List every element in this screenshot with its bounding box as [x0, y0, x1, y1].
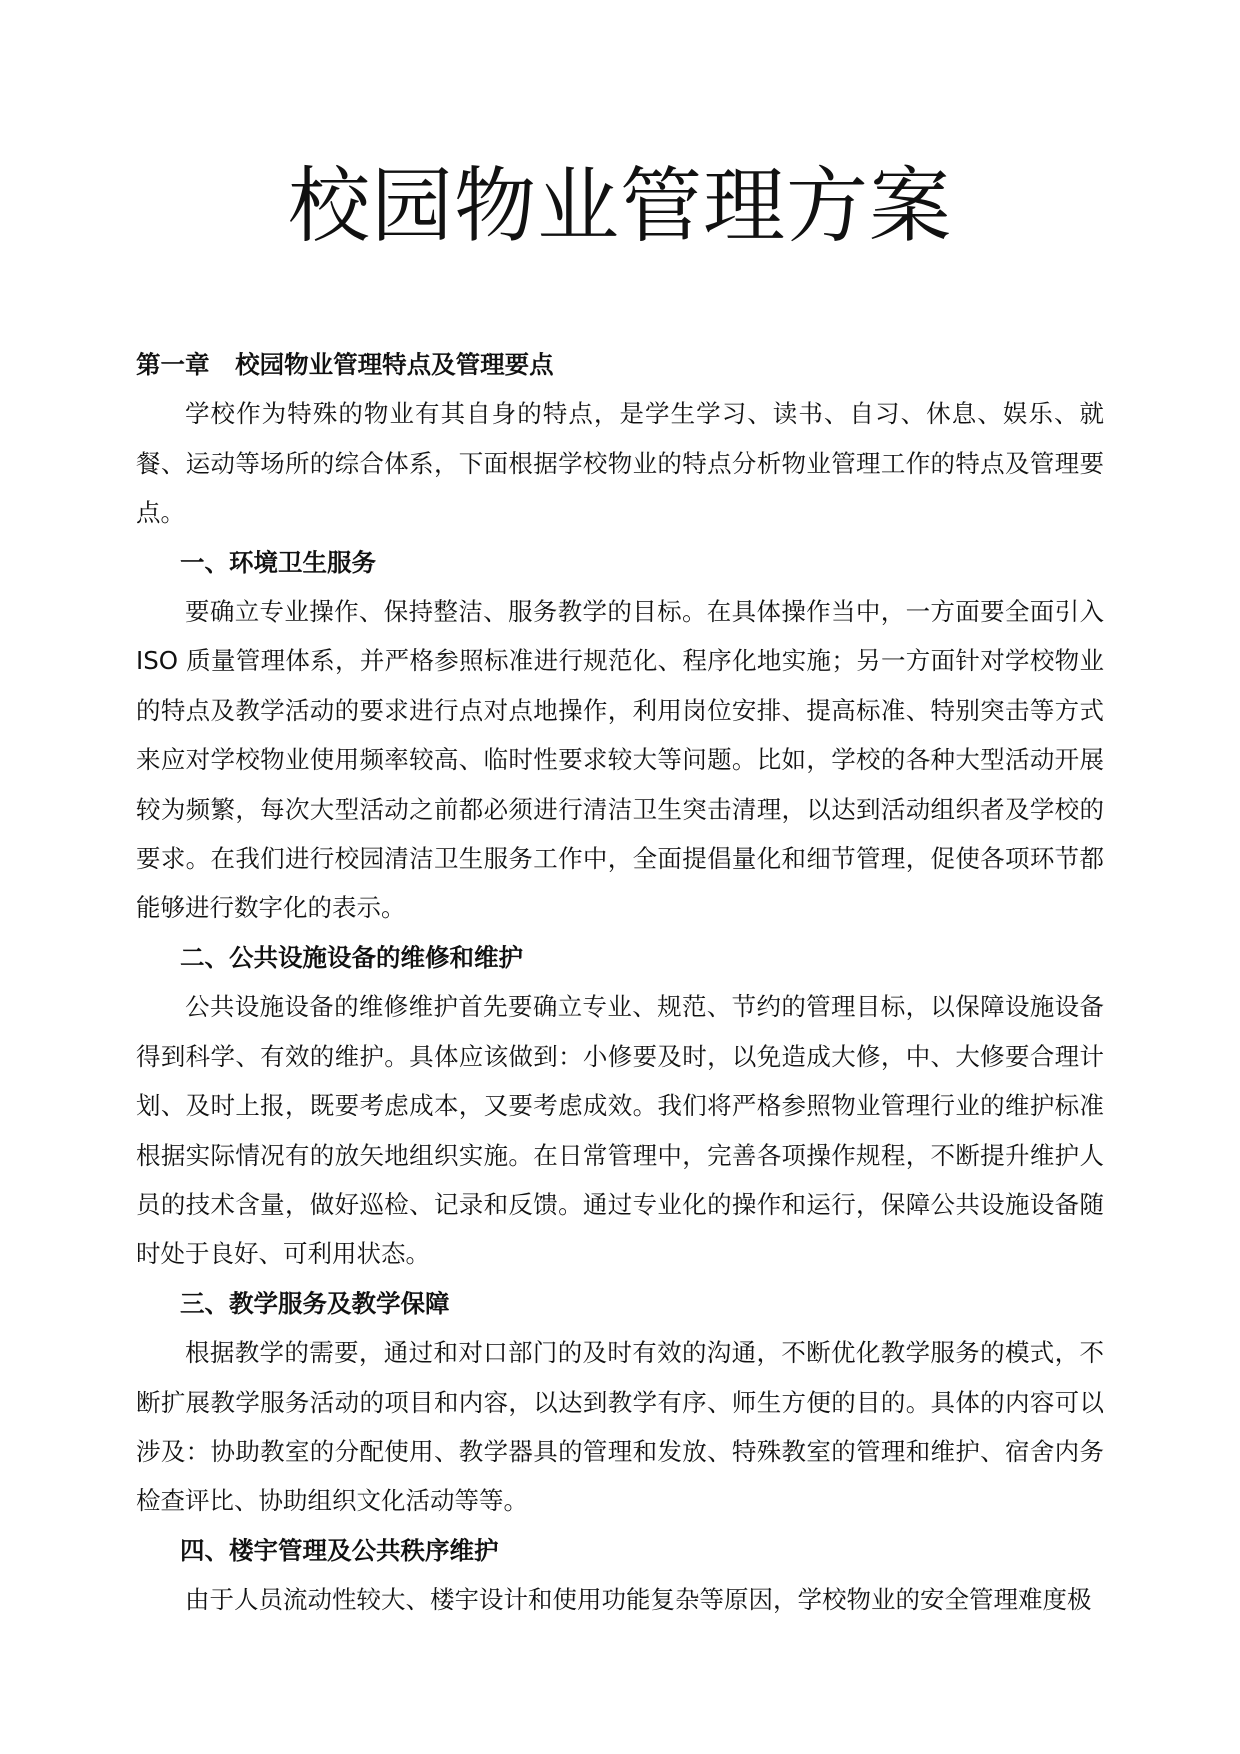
intro-paragraph: 学校作为特殊的物业有其自身的特点，是学生学习、读书、自习、休息、娱乐、就餐、运动等场所的综合体系，下面根据学校物业的特点分析物业管理工作的特点及管理要点。: [136, 399, 1104, 528]
section-heading-facilities: 二、公共设施设备的维修和维护: [180, 942, 523, 972]
section-body-facilities: 公共设施设备的维修维护首先要确立专业、规范、节约的管理目标，以保障设施设备得到科学、有效的维护。具体应该做到：小修要及时，以免造成大修，中、大修要合理计划、及时上报，既要考虑成本，又要考虑成效。我们将严格参照物业管理行业的维护标准根据实际情况有的放矢地组织实施。在日常管理中，完善各项操作规程，不断提升维护人员的技术含量，做好巡检、记录和反馈。通过专业化的操作和运行，保障公共设施设备随时处于良好、可利用状态。: [136, 992, 1104, 1269]
document-body: [136, 340, 1104, 1625]
document-title: 校园物业管理方案: [287, 159, 952, 254]
chapter-heading: 第一章 校园物业管理特点及管理要点: [136, 350, 554, 379]
section-heading-buildings: 四、楼宇管理及公共秩序维护: [180, 1535, 499, 1565]
section-body-buildings: 由于人员流动性较大、楼宇设计和使用功能复杂等原因，学校物业的安全管理难度极: [185, 1585, 1092, 1615]
section-heading-teaching: 三、教学服务及教学保障: [180, 1288, 450, 1318]
section-heading-environment: 一、环境卫生服务: [180, 547, 376, 577]
section-body-environment: 要确立专业操作、保持整洁、服务教学的目标。在具体操作当中，一方面要全面引入 ISO 质量管理体系，并严格参照标准进行规范化、程序化地实施；另一方面针对学校物业的特点及教学活动的要求进行点对点地操作，利用岗位安排、提高标准、特别突击等方式来应对学校物业使用频率较高、临时性要求较大等问题。比如，学校的各种大型活动开展较为频繁，每次大型活动之前都必须进行清洁卫生突击清理，以达到活动组织者及学校的要求。在我们进行校园清洁卫生服务工作中，全面提倡量化和细节管理，促使各项环节都能够进行数字化的表示。: [136, 597, 1104, 923]
section-body-teaching: 根据教学的需要，通过和对口部门的及时有效的沟通，不断优化教学服务的模式，不断扩展教学服务活动的项目和内容，以达到教学有序、师生方便的目的。具体的内容可以涉及：协助教室的分配使用、教学器具的管理和发放、特殊教室的管理和维护、宿舍内务检查评比、协助组织文化活动等等。: [136, 1338, 1104, 1516]
